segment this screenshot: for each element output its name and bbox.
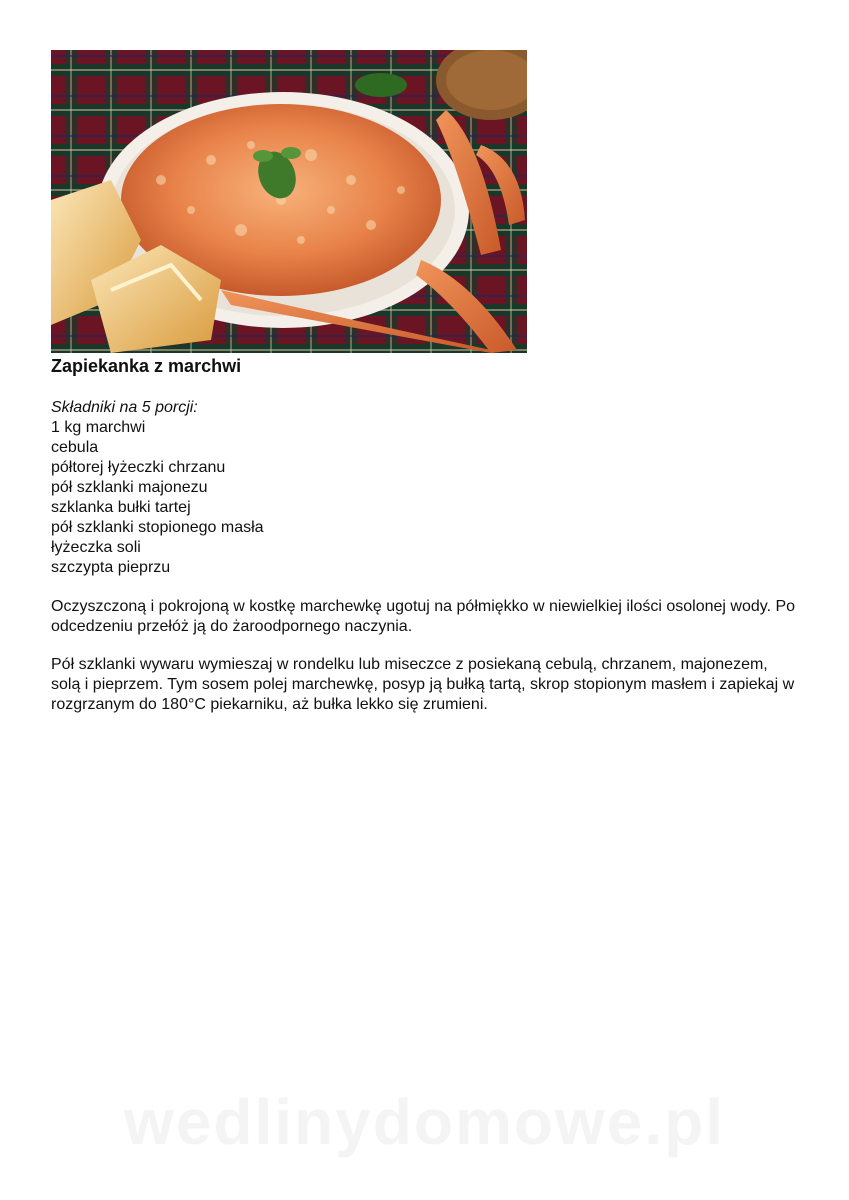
ingredient-item: szczypta pieprzu — [51, 559, 171, 576]
ingredients-section — [51, 398, 264, 578]
recipe-title: Zapiekanka z marchwi — [51, 356, 242, 376]
ingredient-item: pół szklanki stopionego masła — [51, 519, 264, 536]
ingredients-heading: Składniki na 5 porcji: — [51, 399, 198, 416]
ingredient-item: łyżeczka soli — [51, 539, 141, 556]
ingredient-item: pół szklanki majonezu — [51, 479, 208, 496]
instructions-paragraph: Oczyszczoną i pokrojoną w kostkę marchewkę ugotuj na półmiękko w niewielkiej ilości osolonej wody. Po odcedzeniu przełóż ją do żaroodpornego naczynia. — [51, 598, 796, 635]
ingredient-item: szklanka bułki tartej — [51, 499, 191, 516]
ingredient-item: cebula — [51, 439, 99, 456]
watermark: wedlinydomowe.pl — [124, 1086, 725, 1158]
ingredient-item: 1 kg marchwi — [51, 419, 146, 436]
recipe-photo — [51, 50, 527, 353]
ingredient-list — [51, 418, 264, 578]
ingredient-item: półtorej łyżeczki chrzanu — [51, 459, 226, 476]
instructions-paragraph: Pół szklanki wywaru wymieszaj w rondelku lub miseczce z posiekaną cebulą, chrzanem, majonezem, solą i pieprzem. Tym sosem polej marchewkę, posyp ją bułką tartą, skrop stopionym masłem i zapiekaj w rozgrzanym do 180°C piekarniku, aż bułka lekko się zrumieni. — [51, 656, 795, 713]
